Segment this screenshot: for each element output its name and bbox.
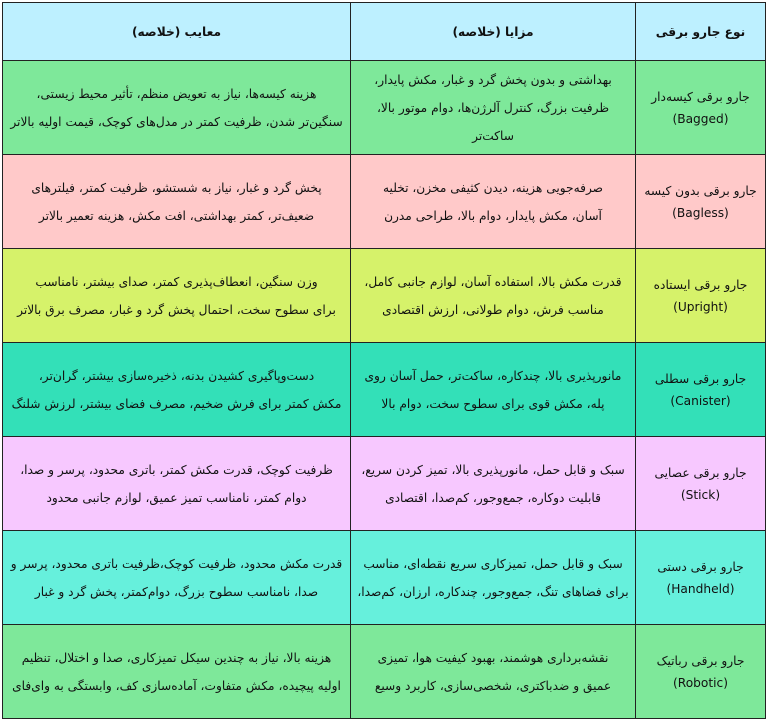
cell-pros-line: بهداشتی و بدون پخش گرد و غبار، مکش پایدار، xyxy=(374,72,612,87)
cell-cons-line: دوام کمتر، نامناسب تمیز عمیق، لوازم جانبی محدود xyxy=(46,490,307,505)
cell-pros-line: مناسب فرش، دوام طولانی، ارزش اقتصادی xyxy=(382,302,604,317)
table-row xyxy=(3,155,766,249)
cell-cons xyxy=(3,249,351,343)
type-name-en: (Stick) xyxy=(680,487,721,502)
table-row xyxy=(3,61,766,155)
cell-pros-line: ظرفیت بزرگ، کنترل آلرژن‌ها، دوام موتور بالا، ساکت‌تر xyxy=(376,100,610,143)
table-row xyxy=(3,531,766,625)
cell-pros xyxy=(351,249,636,343)
cell-pros xyxy=(351,625,636,719)
cell-cons-line: پخش گرد و غبار، نیاز به شستشو، ظرفیت کمتر، فیلترهای xyxy=(31,180,322,195)
cell-pros-line: پله، مکش قوی برای سطوح سخت، دوام بالا xyxy=(381,396,605,411)
table-row xyxy=(3,343,766,437)
table-body xyxy=(3,61,766,719)
table-row xyxy=(3,437,766,531)
cell-cons-line: هزینه بالا، نیاز به چندین سیکل تمیزکاری، صدا و اختلال، تنظیم xyxy=(21,650,332,665)
type-name-fa: جارو برقی سطلی xyxy=(654,371,747,386)
type-name-fa: جارو برقی کیسه‌دار xyxy=(651,89,750,104)
cell-cons xyxy=(3,625,351,719)
type-name-en: (Bagged) xyxy=(672,111,729,126)
cell-pros xyxy=(351,343,636,437)
cell-cons-line: قدرت مکش محدود، ظرفیت کوچک،ظرفیت باتری محدود، پرسر و xyxy=(10,556,343,571)
cell-pros-line: صرفه‌جویی هزینه، دیدن کثیفی مخزن، تخلیه xyxy=(382,180,604,195)
cell-pros-line: قدرت مکش بالا، استفاده آسان، لوازم جانبی کامل، xyxy=(364,274,622,289)
cell-cons xyxy=(3,343,351,437)
cell-cons xyxy=(3,531,351,625)
cell-pros-line: قابلیت دوکاره، جمع‌وجور، کم‌صدا، اقتصادی xyxy=(385,490,601,505)
cell-pros-line: آسان، مکش پایدار، دوام بالا، طراحی مدرن xyxy=(384,208,602,223)
header-type: نوع جارو برقی xyxy=(636,3,766,61)
cell-cons-line: اولیه پیچیده، مکش متفاوت، آماده‌سازی کف، وابستگی به وای‌فای xyxy=(12,678,341,693)
cell-cons-line: ضعیف‌تر، کمتر بهداشتی، افت مکش، هزینه تعمیر بالاتر xyxy=(38,208,315,223)
cell-cons-line: هزینه کیسه‌ها، نیاز به تعویض منظم، تأثیر محیط زیستی، xyxy=(36,86,317,101)
cell-pros xyxy=(351,437,636,531)
cell-cons-line: صدا، نامناسب سطوح بزرگ، دوام‌کمتر، پخش گرد و غبار xyxy=(34,584,319,599)
cell-type xyxy=(636,249,766,343)
vacuum-comparison-table xyxy=(2,2,766,719)
cell-cons xyxy=(3,61,351,155)
type-name-fa: جارو برقی عصایی xyxy=(654,465,747,480)
cell-type xyxy=(636,531,766,625)
type-name-fa: جارو برقی دستی xyxy=(657,559,744,574)
cell-type xyxy=(636,155,766,249)
type-name-fa: جارو برقی ایستاده xyxy=(653,277,748,292)
cell-pros-line: مانورپذیری بالا، چندکاره، ساکت‌تر، حمل آسان روی xyxy=(364,368,622,383)
type-name-en: (Upright) xyxy=(673,299,728,314)
cell-cons xyxy=(3,437,351,531)
type-name-en: (Canister) xyxy=(670,393,731,408)
cell-pros-line: سبک و قابل حمل، تمیزکاری سریع نقطه‌ای، مناسب xyxy=(363,556,623,571)
table-row xyxy=(3,625,766,719)
header-row xyxy=(3,3,766,61)
cell-cons-line: دست‌وپاگیری کشیدن بدنه، ذخیره‌سازی بیشتر، گران‌تر، xyxy=(38,368,315,383)
type-name-fa: جارو برقی بدون کیسه xyxy=(644,183,757,198)
cell-type xyxy=(636,437,766,531)
cell-pros xyxy=(351,61,636,155)
cell-type xyxy=(636,343,766,437)
cell-pros-line: نقشه‌برداری هوشمند، بهبود کیفیت هوا، تمیزی xyxy=(377,650,609,665)
cell-pros-line: عمیق و ضدباکتری، شخصی‌سازی، کاربرد وسیع xyxy=(374,678,612,693)
cell-type xyxy=(636,61,766,155)
cell-cons-line: مکش کمتر برای فرش ضخیم، مصرف فضای بیشتر، لرزش شلنگ xyxy=(11,396,342,411)
cell-cons-line: ظرفیت کوچک، قدرت مکش کمتر، باتری محدود، پرسر و صدا، xyxy=(20,462,333,477)
cell-pros xyxy=(351,155,636,249)
header-cons: معایب (خلاصه) xyxy=(3,3,351,61)
cell-cons xyxy=(3,155,351,249)
type-name-en: (Robotic) xyxy=(673,675,728,690)
type-name-en: (Bagless) xyxy=(672,205,729,220)
cell-cons-line: سنگین‌تر شدن، ظرفیت کمتر در مدل‌های کوچک، قیمت اولیه بالاتر xyxy=(10,114,343,129)
cell-cons-line: وزن سنگین، انعطاف‌پذیری کمتر، صدای بیشتر، نامناسب xyxy=(35,274,318,289)
type-name-fa: جارو برقی رباتیک xyxy=(656,653,745,668)
cell-pros-line: سبک و قابل حمل، مانورپذیری بالا، تمیز کردن سریع، xyxy=(361,462,625,477)
cell-cons-line: برای سطوح سخت، احتمال پخش گرد و غبار، مصرف برق بالاتر xyxy=(17,302,336,317)
cell-pros-line: برای فضاهای تنگ، جمع‌وجور، چندکاره، ارزان، کم‌صدا، xyxy=(357,584,629,599)
cell-pros xyxy=(351,531,636,625)
table-row xyxy=(3,249,766,343)
header-pros: مزایا (خلاصه) xyxy=(351,3,636,61)
cell-type xyxy=(636,625,766,719)
type-name-en: (Handheld) xyxy=(666,581,735,596)
